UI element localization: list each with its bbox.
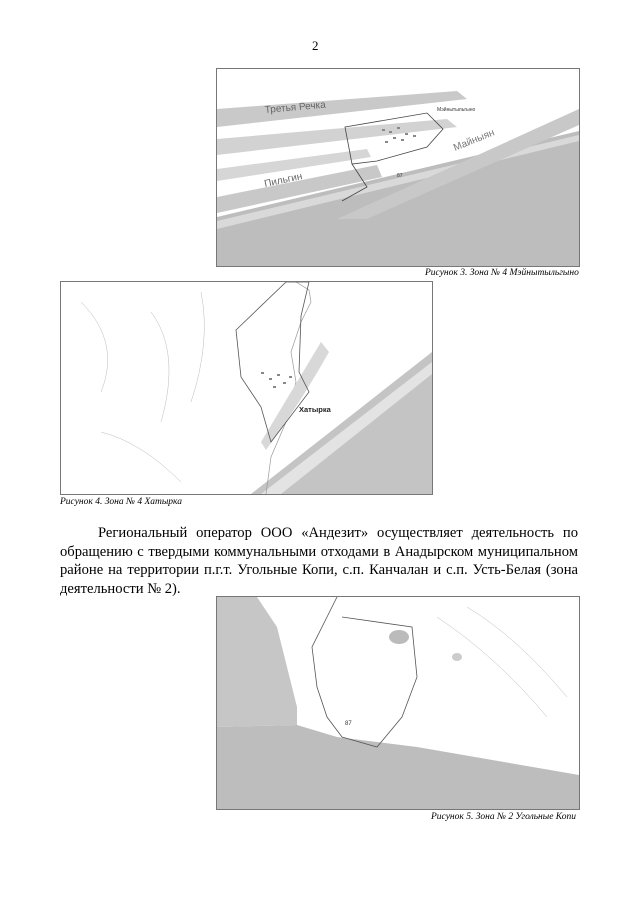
map-figure-4 [60,281,433,495]
paragraph-text: Региональный оператор ООО «Андезит» осуществляет деятельность по обращению с твердыми коммунальными отходами в Анадырском муниципальном районе на территории п.г.т. Угольные Копи, с.п. Канчалан и с.п. Усть-Белая (зона деятельности № 2). [60,525,578,597]
label-mainyyan: Майныян [452,127,497,154]
label-road-87-2: 87 [345,721,352,727]
map-khatyrka [61,282,432,494]
page-number: 2 [312,38,319,53]
label-mainytylgyno: Мэйнытыльгыно [437,107,476,113]
label-pilgin: Пильгин [263,171,304,190]
label-tretya-rechka: Третья Речка [264,99,327,116]
caption-figure-3: Рисунок 3. Зона № 4 Мэйнытыльгыно [425,268,579,278]
body-paragraph [60,524,578,598]
caption-figure-5: Рисунок 5. Зона № 2 Угольные Копи [431,812,576,822]
caption-figure-4: Рисунок 4. Зона № 4 Хатырка [60,497,183,507]
map-figure-3 [216,68,580,267]
map-ugolnye-kopi [217,597,579,809]
map-figure-5 [216,596,580,810]
label-road-87: 87 [397,173,403,179]
label-khatyrka: Хатырка [299,405,331,414]
map-mainytylgyno [217,69,579,266]
